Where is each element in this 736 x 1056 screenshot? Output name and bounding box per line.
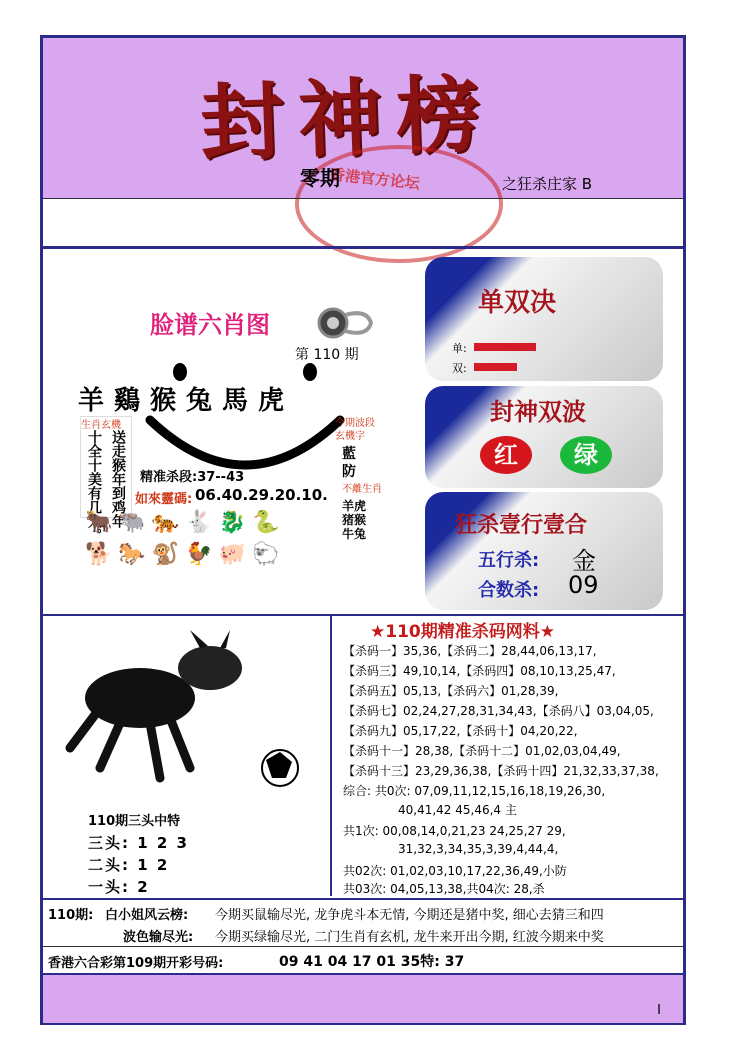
- kill-codes-title: ★110期精准杀码网料★: [370, 622, 555, 642]
- header-right-text: 之狂杀庄家 B: [502, 175, 593, 193]
- kill-code-line: 【杀码一】35,36,【杀码二】28,44,06,13,17,: [343, 644, 597, 658]
- column-divider: [330, 616, 332, 896]
- kill-segment: 精准杀段:37--43: [140, 470, 245, 485]
- odd-label: 单:: [452, 342, 467, 355]
- header-strip: [43, 198, 683, 249]
- even-label: 双:: [452, 362, 467, 375]
- kill-code-line: 共02次: 01,02,03,10,17,22,36,49,小防: [343, 864, 567, 878]
- element-value: 金: [572, 547, 596, 575]
- footer-line-2: 波色输尽光: 今期买绿输尽光, 二门生肖有玄机, 龙牛来开出今期, 红波今期来中奖: [123, 930, 604, 945]
- kill-code-line: 共1次: 00,08,14,0,21,23 24,25,27 29,: [343, 824, 566, 838]
- kill-code-line: 【杀码九】05,17,22,【杀码十】04,20,22,: [343, 724, 578, 738]
- lock-icon: [315, 305, 375, 341]
- kill-code-line: 40,41,42 45,46,4 主: [398, 803, 517, 817]
- even-bar: [474, 363, 517, 371]
- kill-code-line: 共03次: 04,05,13,38,共04次: 28,杀: [343, 882, 545, 896]
- picks-row-2: 二头: 1 2: [88, 856, 170, 874]
- kill-code-line: 31,32,3,34,35,3,39,4,44,4,: [398, 842, 559, 856]
- green-wave-ball: 绿: [560, 436, 612, 474]
- footer-line-3: 香港六合彩第109期开彩号码: 09 41 04 17 01 35特: 37: [43, 946, 683, 973]
- stamp-seal-text: 香港官方论坛: [329, 165, 421, 193]
- zodiac-riddle-title: 生肖玄機: [81, 420, 121, 431]
- lucky-numbers: 06.40.29.20.10.: [195, 486, 328, 504]
- animal-icons-row2: 🐕🐎🐒🐓🐖🐑: [85, 542, 286, 567]
- kill-code-line: 综合: 共0次: 07,09,11,12,15,16,18,19,26,30,: [343, 784, 606, 798]
- footer-line-1: 110期: 白小姐风云榜: 今期买鼠输尽光, 龙争虎斗本无情, 今期还是猪中奖, 细心去猜三和四: [43, 898, 683, 924]
- zodiac-list: 羊鷄猴兔馬虎: [78, 386, 295, 416]
- sum-label: 合数杀:: [478, 580, 540, 601]
- odd-bar: [474, 343, 536, 351]
- sum-value: 09: [568, 571, 599, 599]
- issue-subtitle: 零期: [300, 166, 340, 190]
- kill-code-line: 【杀码十一】28,38,【杀码十二】01,02,03,04,49,: [343, 744, 621, 758]
- picks-row-3: 三头: 1 2 3: [88, 834, 189, 852]
- picks-row-1: 一头: 2: [88, 878, 150, 896]
- face-chart-title: 脸谱六肖图: [150, 311, 270, 339]
- zodiac-riddle-col2: 送走猴年到鸡年: [110, 430, 126, 528]
- kill-code-line: 【杀码三】49,10,14,【杀码四】08,10,13,25,47,: [343, 664, 616, 678]
- wave-box-title: 今期波段 玄機字: [335, 418, 375, 442]
- wave-title: 封神双波: [490, 397, 586, 426]
- section-divider: [43, 614, 683, 616]
- element-title: 狂杀壹行壹合: [455, 512, 588, 538]
- element-label: 五行杀:: [478, 550, 540, 571]
- odd-even-title: 单双决: [478, 288, 557, 318]
- kill-code-line: 【杀码七】02,24,27,28,31,34,43,【杀码八】03,04,05,: [343, 704, 654, 718]
- page-title: 封神榜: [198, 63, 496, 174]
- kill-code-line: 【杀码十三】23,29,36,38,【杀码十四】21,32,33,37,38,: [343, 764, 659, 778]
- kill-code-line: 【杀码五】05,13,【杀码六】01,28,39,: [343, 684, 559, 698]
- animal-icons-row1: 🐂🐃🐅🐇🐉🐍: [85, 510, 286, 535]
- face-chart-issue: 第 110 期: [295, 347, 359, 363]
- donkey-illustration: [60, 628, 300, 798]
- zodiac-riddle-col1: 十全十美有几人。: [86, 430, 102, 542]
- red-wave-ball: 红: [480, 436, 532, 474]
- picks-title: 110期三头中特: [88, 814, 181, 829]
- footer-banner: I: [43, 973, 683, 1023]
- lucky-label: 如來靈碼:: [135, 492, 193, 507]
- wave-box-values: 藍 防 不離生肖 羊虎 猪猴 牛兔: [342, 446, 382, 541]
